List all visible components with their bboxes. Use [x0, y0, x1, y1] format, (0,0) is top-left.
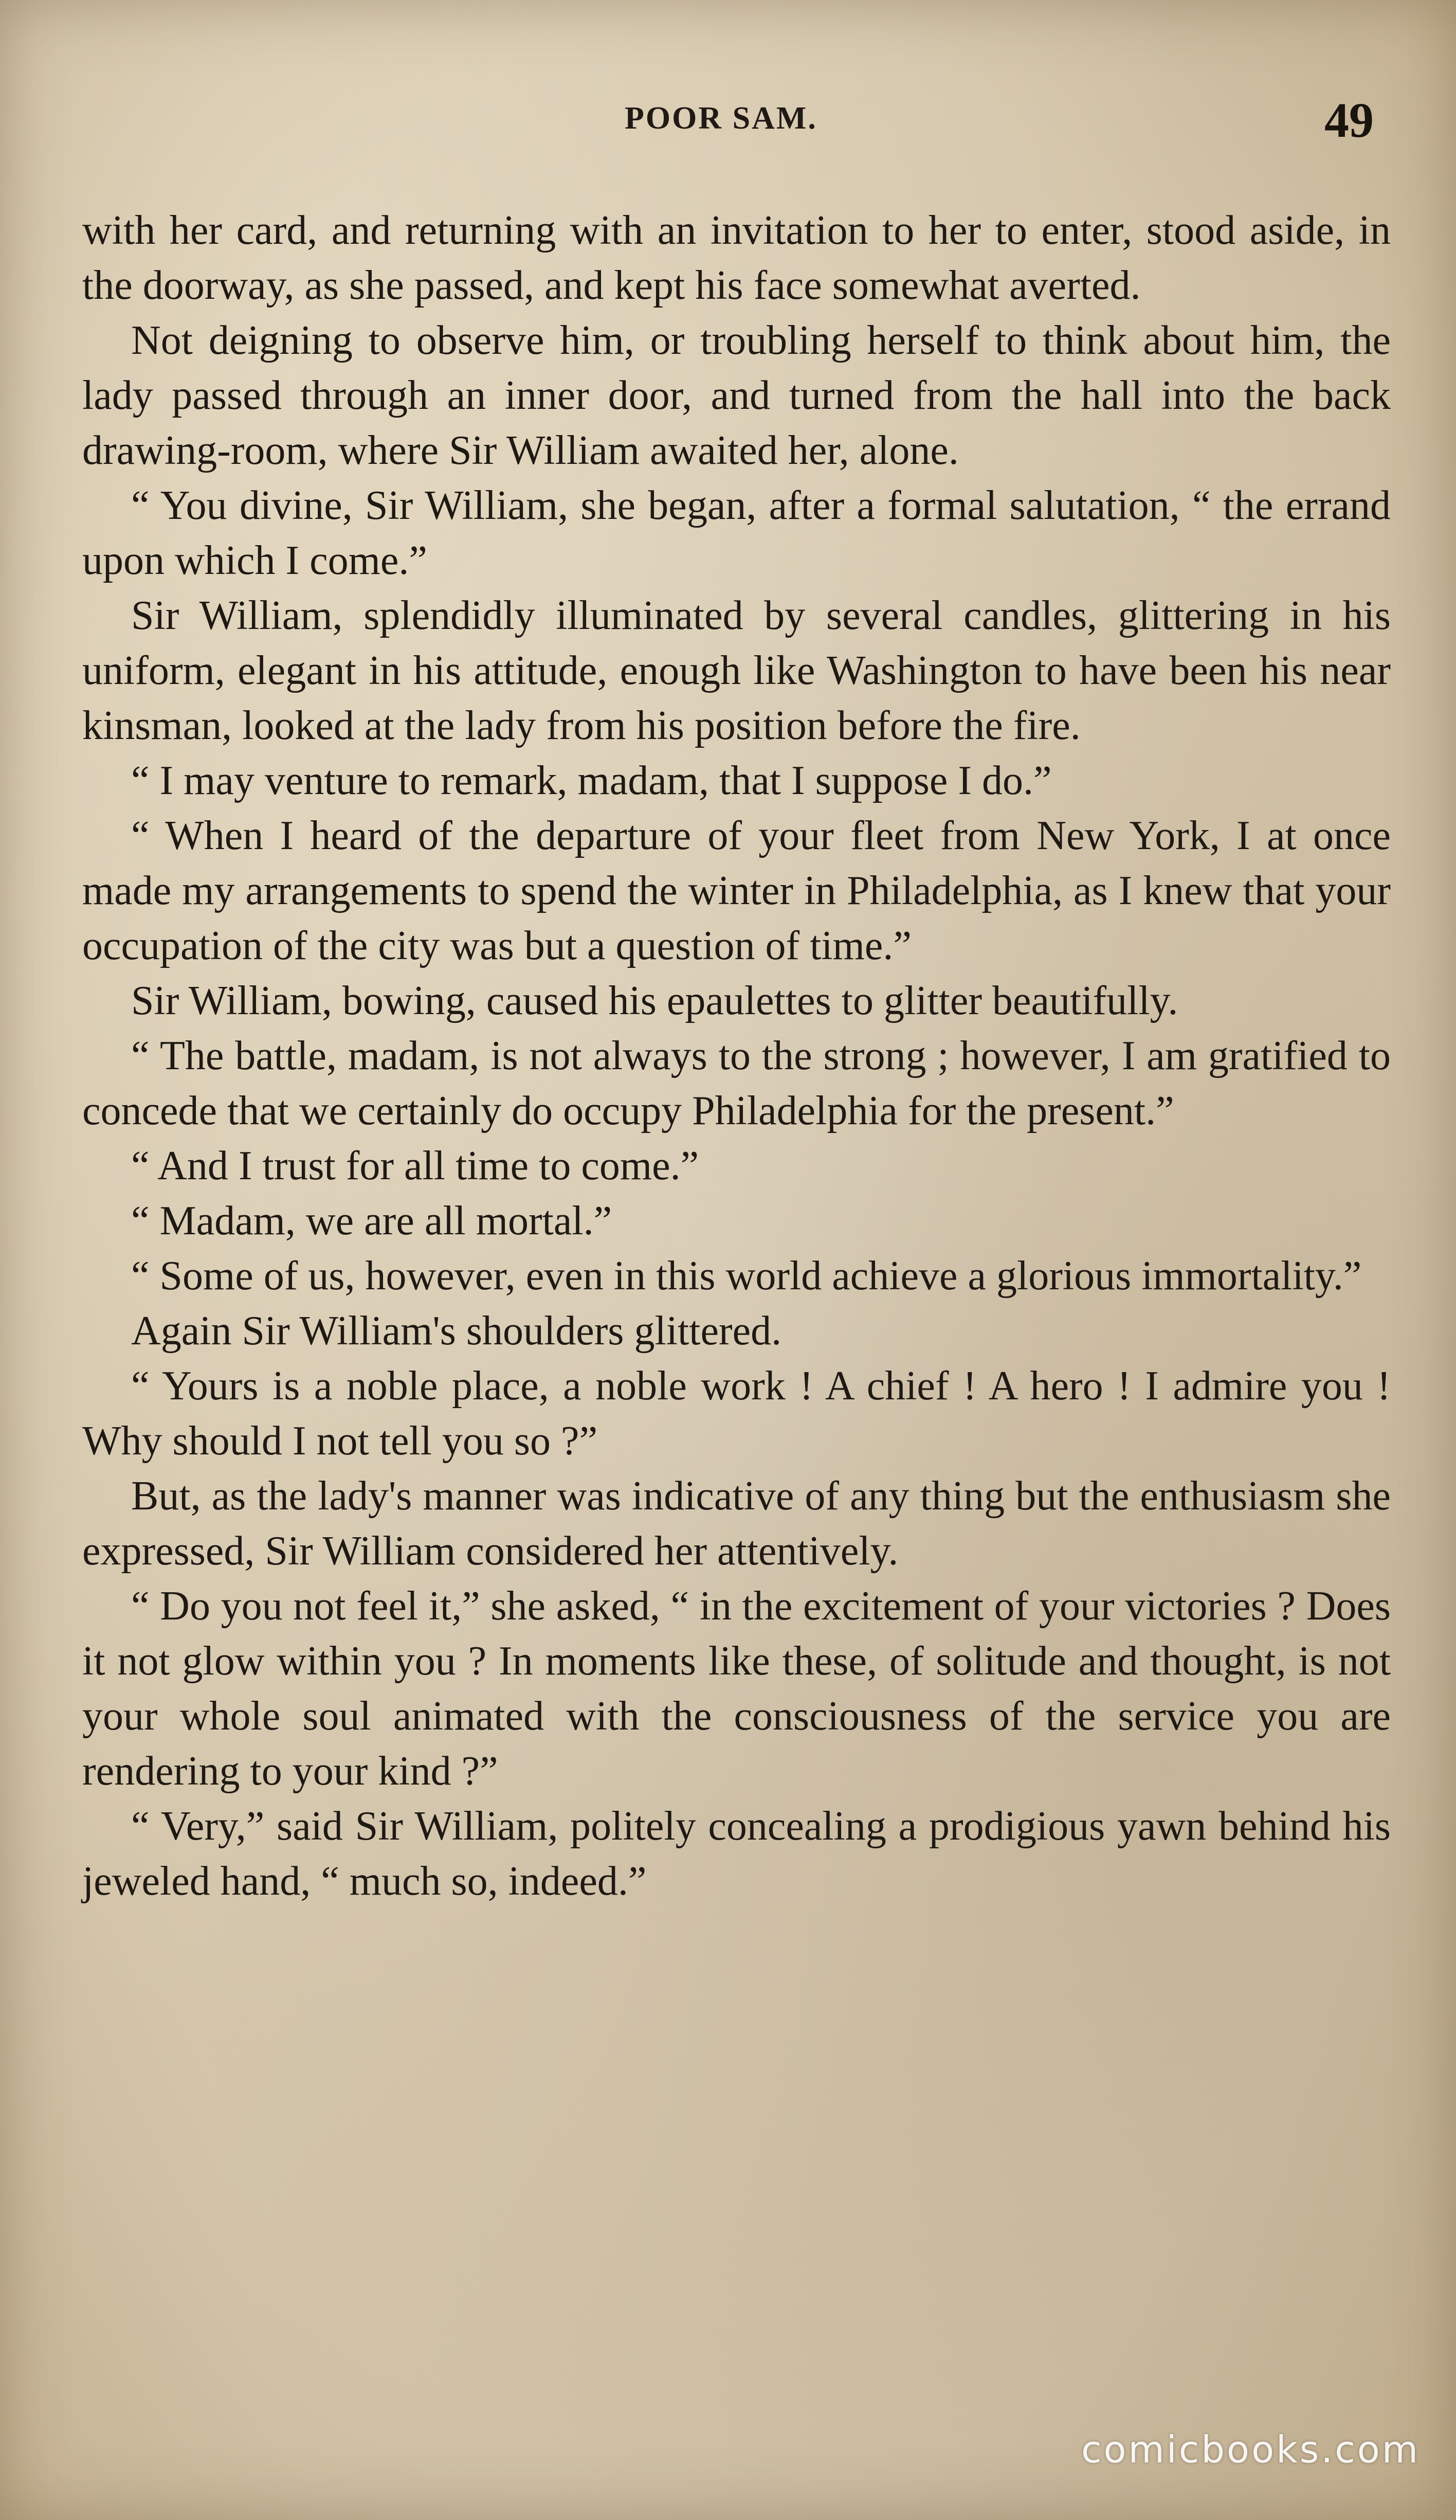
paragraph: Sir William, splendidly illuminated by several candles, glittering in his uniform, elegant in his attitude, enough like Washington to have been his near kinsman, looked at the lady from his position before the fire.: [82, 593, 1391, 748]
paragraph: But, as the lady's manner was indicative of any thing but the enthusiasm she expressed, Sir William considered her attentively.: [82, 1473, 1391, 1574]
paragraph: Not deigning to observe him, or troubling herself to think about him, the lady passed through an inner door, and turned from the hall into the back drawing-room, where Sir William awaited her, alone.: [82, 318, 1391, 473]
watermark: comicbooks.com: [1081, 2428, 1420, 2471]
paragraph: “ I may venture to remark, madam, that I suppose I do.”: [131, 758, 1052, 803]
running-head: POOR SAM.: [625, 101, 817, 136]
paragraph: “ Do you not feel it,” she asked, “ in the excitement of your victories ? Does it not glow within you ? In moments like these, of solitude and thought, is not your whole soul animated with the consciousness of the service you are rendering to your kind ?”: [82, 1583, 1391, 1794]
paragraph: Again Sir William's shoulders glittered.: [131, 1308, 782, 1354]
paragraph: “ Very,” said Sir William, politely concealing a prodigious yawn behind his jeweled hand, “ much so, indeed.”: [82, 1804, 1391, 1904]
paragraph: “ You divine, Sir William, she began, after a formal salutation, “ the errand upon which I come.”: [82, 483, 1391, 583]
paragraph: “ Madam, we are all mortal.”: [131, 1198, 612, 1244]
paragraph: “ Yours is a noble place, a noble work ! A chief ! A hero ! I admire you ! Why should I not tell you so ?”: [82, 1363, 1391, 1464]
page-number: 49: [1324, 93, 1374, 148]
paragraph: “ The battle, madam, is not always to the strong ; however, I am gratified to concede that we certainly do occupy Philadelphia for the present.”: [82, 1033, 1391, 1133]
paragraph: “ When I heard of the departure of your fleet from New York, I at once made my arrangements to spend the winter in Philadelphia, as I knew that your occupation of the city was but a question of time.”: [82, 813, 1391, 968]
paragraph: “ And I trust for all time to come.”: [131, 1143, 699, 1189]
paragraph: “ Some of us, however, even in this world achieve a glorious immortality.”: [131, 1253, 1362, 1299]
paragraph: with her card, and returning with an invitation to her to enter, stood aside, in the doorway, as she passed, and kept his face somewhat averted.: [82, 208, 1391, 308]
paragraph: Sir William, bowing, caused his epaulettes to glitter beautifully.: [131, 978, 1178, 1023]
body-text: [82, 203, 1391, 1909]
